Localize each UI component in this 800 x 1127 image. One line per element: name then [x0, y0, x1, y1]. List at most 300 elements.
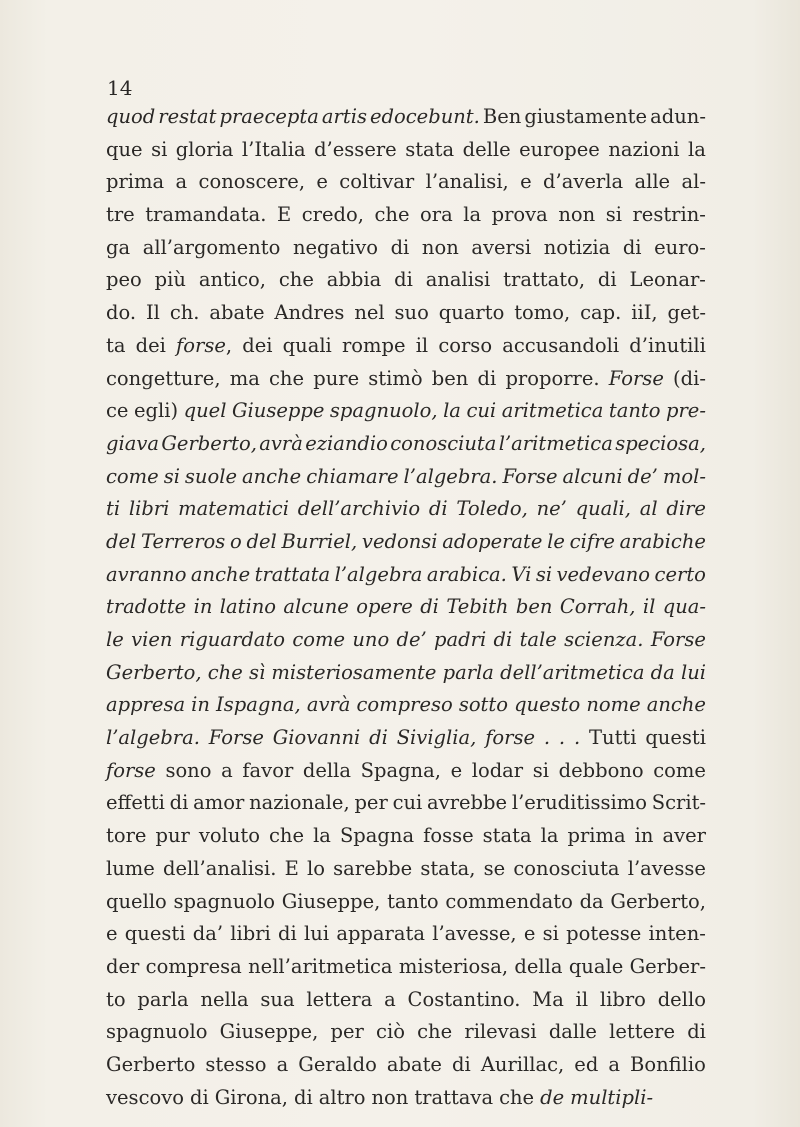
word: sono — [165, 758, 212, 782]
text-line — [106, 591, 706, 624]
word: l’Italia — [241, 137, 306, 161]
word: di — [278, 922, 297, 946]
word: voluto — [198, 824, 260, 848]
word: fosse — [423, 824, 474, 848]
word: a — [384, 987, 396, 1011]
word: qua- — [662, 595, 706, 619]
word: tore — [106, 824, 147, 848]
word: a — [276, 1052, 289, 1076]
word: e — [316, 170, 328, 194]
word: l’aritmetica — [498, 431, 613, 455]
word: che — [269, 824, 305, 848]
word: Corrah, — [559, 595, 636, 619]
text-line — [106, 689, 706, 722]
word: in — [634, 824, 654, 848]
word: di — [189, 1085, 209, 1109]
word: ga — [106, 235, 131, 259]
word: abbia — [326, 268, 382, 292]
word: dire — [666, 497, 706, 521]
word: a — [608, 1052, 620, 1076]
word: pur — [155, 824, 190, 848]
word: trattato, — [503, 268, 586, 292]
word: Vi — [511, 562, 532, 586]
word: uno — [352, 628, 390, 651]
word: vedevano — [556, 562, 651, 586]
word: pre- — [666, 399, 706, 423]
word: Gerberto, — [106, 660, 202, 684]
word: d’essere — [314, 137, 397, 161]
word: effetti — [106, 791, 165, 815]
word: non — [371, 1085, 409, 1109]
word: nome — [586, 693, 641, 717]
word: Giuseppe, — [219, 1020, 319, 1044]
text-line — [106, 853, 706, 886]
word: di — [420, 595, 439, 619]
word: o — [230, 529, 242, 553]
text-line — [106, 363, 706, 396]
word: che — [499, 1085, 535, 1109]
text-line — [106, 330, 706, 363]
word: amor — [193, 791, 245, 815]
word: Spagna — [339, 824, 415, 848]
text-line — [106, 264, 706, 297]
word: come — [653, 758, 706, 782]
word: Forse — [650, 628, 706, 651]
word: Ma — [532, 987, 564, 1011]
word: quel — [183, 399, 227, 423]
word: nel — [354, 301, 385, 325]
text-line — [106, 493, 706, 526]
word: di — [452, 1052, 471, 1076]
word: Gerberto — [106, 1052, 196, 1076]
word: do. — [106, 301, 137, 325]
word: Geraldo — [298, 1052, 377, 1076]
word: scienza. — [564, 628, 644, 651]
word: se — [483, 856, 506, 880]
word: alcuni — [562, 464, 623, 488]
word: que — [106, 137, 143, 161]
word: come — [292, 628, 346, 651]
word: dei — [242, 333, 273, 357]
word: di — [622, 235, 642, 259]
word: lui — [304, 922, 330, 946]
text-line — [106, 461, 706, 494]
word: Giuseppe — [231, 399, 325, 423]
word: Forse — [502, 464, 558, 488]
word: dello — [657, 987, 706, 1011]
word: per — [330, 1020, 364, 1044]
word: abate — [386, 1052, 442, 1076]
word: anche — [646, 693, 706, 717]
word: ma — [229, 366, 260, 390]
text-line — [106, 1082, 706, 1115]
word: di — [597, 268, 617, 292]
word: tomo, — [514, 301, 571, 325]
page-number: 14 — [107, 76, 133, 100]
word: vien — [131, 628, 173, 651]
text-line — [106, 559, 706, 592]
word: anche — [190, 562, 251, 586]
word: l’algebra. — [403, 464, 498, 488]
word: tramandata. — [145, 203, 267, 227]
word: ce — [106, 399, 129, 423]
word: quarto — [438, 301, 505, 325]
word: di — [293, 1085, 313, 1109]
word: da’ — [192, 922, 224, 946]
word: Scrit- — [651, 791, 706, 815]
word: forse — [106, 758, 156, 782]
word: stata — [405, 137, 455, 161]
word: E — [284, 856, 299, 880]
word: edocebunt. — [369, 105, 480, 128]
word: restrin- — [632, 203, 706, 227]
word: ti — [106, 497, 121, 521]
word: sua — [260, 987, 295, 1011]
word: latino — [219, 595, 276, 619]
word: proporre. — [505, 366, 600, 390]
word: d’inutili — [629, 333, 706, 357]
word: si — [605, 203, 622, 227]
word: certo — [654, 562, 706, 586]
word: al — [639, 497, 658, 521]
word: avrebbe — [427, 791, 508, 815]
word: congetture, — [106, 366, 221, 390]
word: lume — [106, 856, 155, 880]
text-line — [106, 984, 706, 1017]
word: che — [417, 1020, 453, 1044]
word: stimò — [368, 366, 423, 390]
word: il — [575, 987, 589, 1011]
body-text — [106, 101, 706, 1114]
word: della — [514, 954, 563, 978]
word: antico, — [198, 268, 266, 292]
word: Costantino. — [407, 987, 521, 1011]
word: quali, — [575, 497, 631, 521]
word: alcune — [283, 595, 349, 619]
word: in — [191, 693, 210, 717]
word: stesso — [205, 1052, 267, 1076]
word: dell’archivio — [297, 497, 421, 521]
text-line — [106, 755, 706, 788]
word: di — [394, 268, 413, 292]
word: giava — [106, 431, 159, 455]
word: potesse — [566, 922, 642, 946]
text-line — [106, 297, 706, 330]
word: cui — [392, 791, 423, 815]
word: di — [477, 366, 497, 390]
word: questo — [514, 693, 581, 717]
word: a — [175, 170, 188, 194]
word: praecepta — [219, 105, 319, 128]
word: Burriel, — [281, 529, 358, 553]
word: lodar — [471, 758, 524, 782]
word: get- — [667, 301, 706, 325]
word: rompe — [341, 333, 406, 357]
word: quello — [106, 889, 167, 913]
word: Forse — [608, 366, 664, 390]
word: da — [650, 660, 675, 684]
word: corso — [438, 333, 493, 357]
word: più — [154, 268, 186, 292]
word: si — [163, 464, 180, 488]
word: avrà — [259, 431, 303, 455]
word: della — [302, 758, 351, 782]
word: stata — [482, 824, 532, 848]
word: come — [106, 464, 159, 488]
word: di — [493, 628, 513, 651]
word: quod — [106, 105, 156, 128]
word: Ben — [482, 105, 522, 128]
word: tale — [519, 628, 557, 651]
word: compreso — [356, 693, 453, 717]
word: . — [573, 726, 581, 750]
word: in — [193, 595, 213, 619]
word: tanto — [608, 399, 661, 423]
word: sarebbe — [333, 856, 413, 880]
word: questi — [124, 922, 186, 946]
word: adoperate — [442, 529, 543, 553]
word: nell’aritmetica — [248, 954, 393, 978]
word: trattata — [254, 562, 331, 586]
text-line — [106, 722, 706, 755]
word: e — [450, 758, 463, 782]
word: Spagna, — [360, 758, 441, 782]
word: to — [106, 987, 126, 1011]
word: forse — [485, 726, 536, 750]
word: l’avesse — [627, 856, 706, 880]
word: iiI, — [631, 301, 658, 325]
word: dell’analisi. — [163, 856, 277, 880]
word: apparata — [336, 922, 425, 946]
word: l’analisi, — [425, 170, 509, 194]
word: peo — [106, 268, 142, 292]
word: non — [421, 235, 459, 259]
word: e — [106, 922, 118, 946]
word: ben — [515, 595, 553, 619]
word: restat — [158, 105, 217, 128]
word: compresa — [145, 954, 242, 978]
word: ed — [574, 1052, 599, 1076]
text-line — [106, 232, 706, 265]
word: Tebith — [446, 595, 509, 619]
text-line — [106, 657, 706, 690]
word: europee — [519, 137, 600, 161]
word: ora — [420, 203, 453, 227]
word: Leonar- — [629, 268, 706, 292]
word: si — [151, 137, 168, 161]
word: non — [558, 203, 596, 227]
word: misteriosa, — [398, 954, 509, 978]
word: l’eruditissimo — [511, 791, 647, 815]
word: Terreros — [140, 529, 226, 553]
text-line — [106, 951, 706, 984]
word: di — [169, 791, 189, 815]
word: si — [542, 922, 559, 946]
word: il — [415, 333, 429, 357]
word: matematici — [178, 497, 289, 521]
word: lettere — [609, 1020, 675, 1044]
word: gloria — [175, 137, 234, 161]
word: adun- — [650, 105, 706, 128]
word: Il — [145, 301, 160, 325]
word: prima — [106, 170, 165, 194]
word: l’avesse, — [432, 922, 517, 946]
word: riguardato — [179, 628, 285, 651]
word: per — [354, 791, 388, 815]
word: euro- — [654, 235, 706, 259]
word: de’ — [627, 464, 658, 488]
word: lui — [680, 660, 706, 684]
word: de — [540, 1085, 565, 1109]
word: prova — [491, 203, 548, 227]
word: e — [520, 170, 532, 194]
word: la — [540, 824, 559, 848]
word: libri — [128, 497, 170, 521]
word: debbono — [558, 758, 644, 782]
word: Siviglia, — [396, 726, 477, 750]
word: quale — [568, 954, 624, 978]
word: di — [390, 235, 410, 259]
word: libri — [230, 922, 271, 946]
word: credo, — [301, 203, 364, 227]
word: Bonfilio — [630, 1052, 706, 1076]
word: alle — [634, 170, 671, 194]
word: tre — [106, 203, 135, 227]
word: delle — [462, 137, 511, 161]
word: opere — [356, 595, 413, 619]
word: E — [276, 203, 292, 227]
word: di — [428, 497, 448, 521]
text-line — [106, 787, 706, 820]
word: sotto — [458, 693, 508, 717]
text-line — [106, 101, 706, 134]
word: le — [106, 628, 124, 651]
word: vescovo — [106, 1085, 184, 1109]
word: lo — [307, 856, 325, 880]
text-line — [106, 918, 706, 951]
word: a — [221, 758, 233, 782]
word: da — [579, 889, 604, 913]
word: aversi — [471, 235, 532, 259]
word: mol- — [662, 464, 706, 488]
word: inten- — [648, 922, 706, 946]
word: si — [532, 758, 549, 782]
word: forse, — [176, 333, 233, 357]
word: che — [278, 268, 314, 292]
word: dalle — [548, 1020, 597, 1044]
word: di — [687, 1020, 706, 1044]
text-line — [106, 526, 706, 559]
word: dei — [135, 333, 166, 357]
word: cui — [466, 399, 497, 423]
word: padri — [434, 628, 487, 651]
word: multipli- — [570, 1085, 654, 1109]
word: ben — [431, 366, 469, 390]
word: Forse — [208, 726, 264, 750]
word: (di- — [673, 366, 706, 390]
word: che — [269, 366, 305, 390]
word: Girona, — [214, 1085, 288, 1109]
word: nazioni — [608, 137, 680, 161]
word: Giuseppe, — [281, 889, 381, 913]
word: arabica. — [426, 562, 507, 586]
word: Aurillac, — [480, 1052, 565, 1076]
word: de’ — [396, 628, 427, 651]
word: la — [443, 399, 461, 423]
word: Tutti — [589, 726, 637, 750]
word: Gerberto, — [161, 431, 257, 455]
word: conosciuta — [390, 431, 497, 455]
text-line — [106, 428, 706, 461]
word: conosciuta — [513, 856, 620, 880]
word: notizia — [543, 235, 611, 259]
word: prima — [567, 824, 626, 848]
word: quali — [282, 333, 332, 357]
word: . — [543, 726, 551, 750]
word: rilevasi — [464, 1020, 537, 1044]
word: accusandoli — [502, 333, 620, 357]
word: la — [313, 824, 331, 848]
word: Gerber- — [629, 954, 706, 978]
word: spagnuolo, — [329, 399, 438, 423]
word: analisi — [425, 268, 491, 292]
word: la — [463, 203, 482, 227]
word: vedonsi — [361, 529, 438, 553]
word: all’argomento — [142, 235, 281, 259]
word: der — [106, 954, 140, 978]
word: egli) — [133, 399, 179, 423]
word: avrà — [306, 693, 351, 717]
word: e — [523, 922, 536, 946]
word: questi — [645, 726, 706, 750]
word: l’algebra — [334, 562, 423, 586]
word: anche — [242, 464, 302, 488]
word: al- — [681, 170, 706, 194]
word: negativo — [292, 235, 378, 259]
word: parla — [137, 987, 189, 1011]
word: speciosa, — [615, 431, 706, 455]
text-line — [106, 166, 706, 199]
word: nazionale, — [249, 791, 350, 815]
word: Ispagna, — [216, 693, 301, 717]
word: suo — [394, 301, 429, 325]
word: si — [535, 562, 553, 586]
word: suole — [184, 464, 238, 488]
word: giustamente — [524, 105, 648, 128]
word: la — [688, 137, 706, 161]
word: ta — [106, 333, 126, 357]
word: il — [642, 595, 656, 619]
word: . — [558, 726, 566, 750]
word: lettera — [306, 987, 373, 1011]
word: Gerberto, — [610, 889, 706, 913]
word: pure — [313, 366, 360, 390]
word: spagnuolo — [173, 889, 275, 913]
word: tanto — [387, 889, 439, 913]
word: commendato — [445, 889, 573, 913]
word: tradotte — [106, 595, 187, 619]
word: Andres — [274, 301, 345, 325]
word: di — [369, 726, 388, 750]
word: avranno — [106, 562, 187, 586]
word: che — [374, 203, 410, 227]
word: d’averla — [543, 170, 624, 194]
word: altro — [318, 1085, 366, 1109]
word: parla — [442, 660, 494, 684]
word: che — [207, 660, 243, 684]
word: dell’aritmetica — [500, 660, 645, 684]
word: spagnuolo — [106, 1020, 208, 1044]
